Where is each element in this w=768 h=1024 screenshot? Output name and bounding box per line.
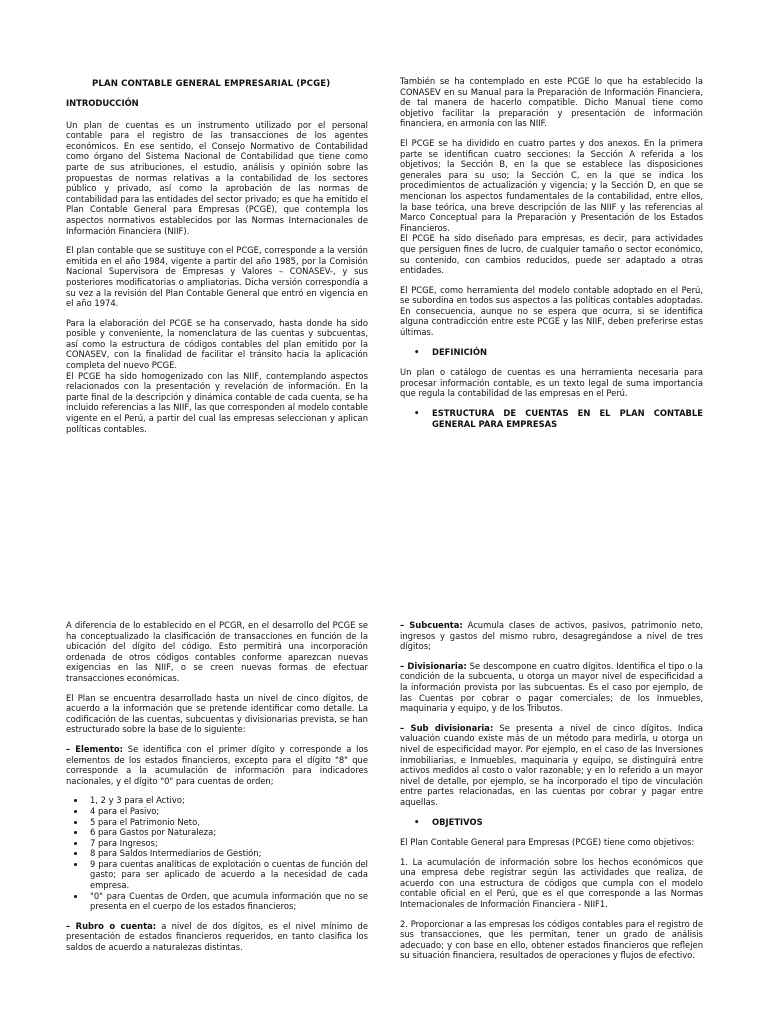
list-item: • 6 para Gastos por Naturaleza; (86, 827, 368, 838)
page1-left-column (66, 98, 368, 443)
page2-left-column (66, 620, 368, 962)
definicion-paragraph: Un plan o catálogo de cuentas es una herramienta necesaria para procesar información contable, es un texto legal de suma importancia que regula la contabilidad de las empresas en el Perú. (400, 367, 703, 399)
intro-heading: INTRODUCCIÓN (66, 98, 139, 108)
definicion-section (400, 347, 703, 358)
objetivos-section (400, 817, 703, 828)
page1-right-column (400, 76, 703, 439)
list-item: • 8 para Saldos Intermediarios de Gestión; (86, 848, 368, 859)
divisionaria-paragraph (400, 661, 703, 714)
list-item: • 4 para el Pasivo; (86, 806, 368, 817)
list-item: • 1, 2 y 3 para el Activo; (86, 795, 368, 806)
intro-paragraph-4: El PCGE ha sido homogenizado con las NIIF, contemplando aspectos relacionados con la presentación y revelación de información. En la parte final de la descripción y dinámica contable de cada cuenta, se ha incluido referencias a las NIIF, las que corresponden al modelo contable vigente en el Perú, a partir del cual las empresas seleccionan y aplican políticas contables. (66, 370, 368, 434)
elemento-text: Se identifica con el primer dígito y corresponde a los elementos de los estados financieros, excepto para el dígito "8" que corresponde a la acumulación de información para indicadores nacionales, y el dígito "0" para cuentas de orden; (66, 743, 368, 786)
document-title: PLAN CONTABLE GENERAL EMPRESARIAL (PCGE) (92, 79, 331, 89)
estructura-section (400, 408, 703, 429)
objetivo-2: 2. Proporcionar a las empresas los códigos contables para el registro de sus transacciones, que les permitan, tener un grado de análisis adecuado; y con base en ello, obtener estados financieros que reflejen su situación financiera, resultados de operaciones y flujos de efectivo. (400, 918, 703, 961)
conasev-paragraph: También se ha contemplado en este PCGE lo que ha establecido la CONASEV en su Manual para la Preparación de Información Financiera, de tal manera de hacerlo compatible. Dicho Manual tiene como objetivo facilitar la preparación y presentación de información financiera, en armonía con las NIIF. (400, 76, 703, 129)
subdivisionaria-label: – Sub divisionaria: (400, 722, 494, 733)
page2-right-column (400, 620, 703, 970)
list-item: • 7 para Ingresos; (86, 838, 368, 849)
intro-paragraph-1: Un plan de cuentas es un instrumento utilizado por el personal contable para el registro de las transacciones de los agentes económicos. En ese sentido, el Consejo Normativo de Contabilidad como órgano del Sistema Nacional de Contabilidad que tiene como parte de sus atribuciones, el estudio, análisis y opinión sobre las propuestas de normas relativas a la contabilidad de los sectores público y privado, así como la aprobación de las normas de contabilidad para las entidades del sector privado; es que ha emitido el Plan Contable General para Empresas (PCGE), que contempla los aspectos normativos establecidos por las Normas Internacionales de Información Financiera (NIIF). (66, 119, 368, 236)
intro-paragraph-3: Para la elaboración del PCGE se ha conservado, hasta donde ha sido posible y conveniente, la nomenclatura de las cuentas y subcuentas, así como la estructura de códigos contables del plan emitido por la CONASEV, con la finalidad de facilitar el tránsito hacia la aplicación completa del nuevo PCGE. (66, 317, 368, 371)
subcuenta-label: – Subcuenta: (400, 620, 463, 630)
subdivisionaria-text: Se presenta a nivel de cinco dígitos. Indica valuación cuando existe más de un método para medirla, u otorga un nivel de especificidad mayor. Por ejemplo, en el caso de las Inversiones inmobiliarias, e Inmuebles, maquinaria y equipo, se distinguirá entre activos medidos al costo o valor razonable; y en lo referido a un mayor nivel de detalle, por ejemplo, se ha incorporado el tipo de vinculación entre partes relacionadas, en las cuentas por cobrar y pagar entre aquellas. (400, 722, 703, 807)
objetivo-1: 1. La acumulación de información sobre los hechos económicos que una empresa debe registrar según las actividades que realiza, de acuerdo con una estructura de códigos que cumpla con el modelo contable oficial en el Perú, que es el que corresponde a las Normas Internacionales de Información Financiera - NIIF1. (400, 856, 703, 910)
list-item: • "0" para Cuentas de Orden, que acumula información que no se presenta en el cuerpo de los estados financieros; (86, 891, 368, 912)
subdivisionaria-paragraph (400, 723, 703, 808)
objetivos-heading: • OBJETIVOS (400, 817, 703, 828)
elemento-paragraph (66, 744, 368, 786)
definicion-heading: • DEFINICIÓN (400, 347, 703, 358)
divisionaria-text: Se descompone en cuatro dígitos. Identifica el tipo o la condición de la subcuenta, u otorga un mayor nivel de especificidad a la información provista por las subcuentas. Es el caso por ejemplo, de las Cuentas por cobrar o pagar comerciales; de los Inmuebles, maquinaria y equipo, y de los Tributos. (400, 660, 703, 714)
list-item: • 5 para el Patrimonio Neto, (86, 817, 368, 828)
five-digit-paragraph: El Plan se encuentra desarrollado hasta un nivel de cinco dígitos, de acuerdo a la información que se pretende identificar como detalle. La codificación de las cuentas, subcuentas y divisionarias prevista, se han estructurado sobre la base de lo siguiente: (66, 692, 368, 735)
elemento-list (66, 795, 368, 912)
objetivos-intro: El Plan Contable General para Empresas (PCGE) tiene como objetivos: (400, 837, 695, 848)
subcuenta-paragraph (400, 620, 703, 652)
list-item: • 9 para cuentas analíticas de explotación o cuentas de función del gasto; para ser aplicado de acuerdo a la necesidad de cada empresa. (86, 859, 368, 891)
elemento-label: – Elemento: (66, 743, 123, 754)
design-paragraph: El PCGE ha sido diseñado para empresas, es decir, para actividades que persiguen fines de lucro, de cualquier tamaño o sector económico, su contenido, con cambios reducidos, puede ser adaptado a otras entidades. (400, 233, 703, 276)
rubro-label: – Rubro o cuenta: (66, 920, 157, 931)
structure-paragraph: El PCGE se ha dividido en cuatro partes y dos anexos. En la primera parte se identifican cuatro secciones: la Sección A referida a los objetivos; la Sección B, en la que se establece las disposiciones generales para su uso; la Sección C, en la que se indica los procedimientos de actualización y vigencia; y la Sección D, en que se mencionan los aspectos fundamentales de la contabilidad, entre ellos, la base teórica, una breve descripción de las NIIF y las referencias al Marco Conceptual para la Preparación y Presentación de los Estados Financieros. (400, 137, 703, 233)
divisionaria-label: – Divisionaria: (400, 660, 467, 671)
rubro-paragraph (66, 921, 368, 953)
pcgr-paragraph: A diferencia de lo establecido en el PCGR, en el desarrollo del PCGE se ha conceptualizado la clasificación de transacciones en función de la ubicación del dígito del código. Esto permitirá una incorporación ordenada de otros códigos contables conforme aparezcan nuevas exigencias en las NIIF, o se creen nuevas formas de efectuar transacciones económicas. (66, 620, 368, 683)
rubro-text: a nivel de dos dígitos, es el nivel mínimo de presentación de estados financieros requeridos, en tanto clasifica los saldos de acuerdo a naturalezas distintas. (66, 920, 368, 953)
subcuenta-text: Acumula clases de activos, pasivos, patrimonio neto, ingresos y gastos del mismo rubro, desagregándose a nivel de tres dígitos; (400, 620, 703, 652)
subordination-paragraph: El PCGE, como herramienta del modelo contable adoptado en el Perú, se subordina en todos sus aspectos a las políticas contables adoptadas. En consecuencia, aunque no se espera que ocurra, si se identifica alguna contradicción entre este PCGE y las NIIF, deben preferirse estas últimas. (400, 284, 703, 338)
estructura-heading: • ESTRUCTURA DE CUENTAS EN EL PLAN CONTABLE GENERAL PARA EMPRESAS (400, 408, 703, 429)
intro-paragraph-2: El plan contable que se sustituye con el PCGE, corresponde a la versión emitida en el año 1984, vigente a partir del año 1985, por la Comisión Nacional Supervisora de Empresas y Valores – CONASEV-, y sus posteriores modificatorias o ampliatorias. Dicha versión correspondía a su vez a la revisión del Plan Contable General que entró en vigencia en el año 1974. (66, 245, 368, 309)
